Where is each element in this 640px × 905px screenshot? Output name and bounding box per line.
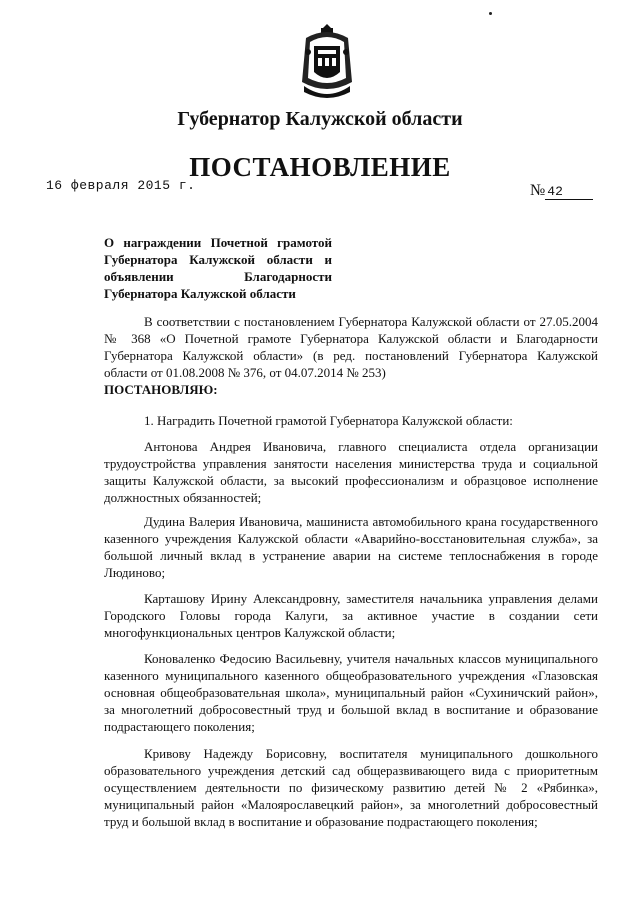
document-subject: О награждении Почетной грамотой Губернатора Калужской области и объявлении Благодарности Губернатора Калужской области [104, 235, 332, 301]
preamble-block [104, 313, 598, 398]
item-1-text: 1. Наградить Почетной грамотой Губернатора Калужской области: [144, 413, 513, 428]
number-value: 42 [545, 185, 593, 200]
awardee-entry [104, 590, 598, 641]
number-sign: № [530, 182, 546, 199]
document-type-title: ПОСТАНОВЛЕНИЕ [189, 152, 451, 182]
awardee-entry [104, 745, 598, 830]
item-1 [104, 412, 598, 429]
awardee-text: Дудина Валерия Ивановича, машиниста автомобильного крана государственного казенного учреждения Калужской области «Аварийно-восстановительная служба», за большой личный вклад в устранение аварии на системе теплоснабжения в городе Людиново; [104, 514, 598, 580]
awardee-entry [104, 650, 598, 735]
coat-of-arms-icon [296, 22, 358, 102]
resolve-heading: ПОСТАНОВЛЯЮ: [104, 382, 218, 397]
awardee-text: Кривову Надежду Борисовну, воспитателя муниципального дошкольного образовательного учреждения детский сад общеразвивающего вида с приоритетным осуществлением деятельности по физическому развитию детей № 2 «Рябинка», муниципальный район «Малоярославецкий район», за многолетний добросовестный труд и большой вклад в воспитание и образование подрастающего поколения; [104, 746, 598, 829]
awardee-text: Антонова Андрея Ивановича, главного специалиста отдела организации трудоустройства управления занятости населения министерства труда и социальной защиты Калужской области, за высокий профессионализм и образцовое исполнение должностных обязанностей; [104, 439, 598, 505]
awardee-text: Карташову Ирину Александровну, заместителя начальника управления делами Городского Головы города Калуги, за активное участие в создании сети многофункциональных центров Калужской области; [104, 591, 598, 640]
scan-speck [489, 12, 492, 15]
awardee-entry [104, 513, 598, 581]
awardee-entry [104, 438, 598, 506]
document-number [530, 182, 593, 200]
awardee-text: Коноваленко Федосию Васильевну, учителя начальных классов муниципального казенного муниципального казенного общеобразовательного учреждения «Глазовская основная общеобразовательная школа», муниципальный район «Сухиничский район», за многолетний добросовестный труд и большой вклад в воспитание и образование подрастающего поколения; [104, 651, 598, 734]
document-date: 16 февраля 2015 г. [46, 178, 196, 193]
organization-title: Губернатор Калужской области [177, 108, 463, 130]
preamble-text: В соответствии с постановлением Губернатора Калужской области от 27.05.2004 № 368 «О Почетной грамоте Губернатора Калужской области и Благодарности Губернатора Калужской области» (в ред. постановлений Губернатора Калужской области от 01.08.2008 № 376, от 04.07.2014 № 253) [104, 314, 598, 380]
